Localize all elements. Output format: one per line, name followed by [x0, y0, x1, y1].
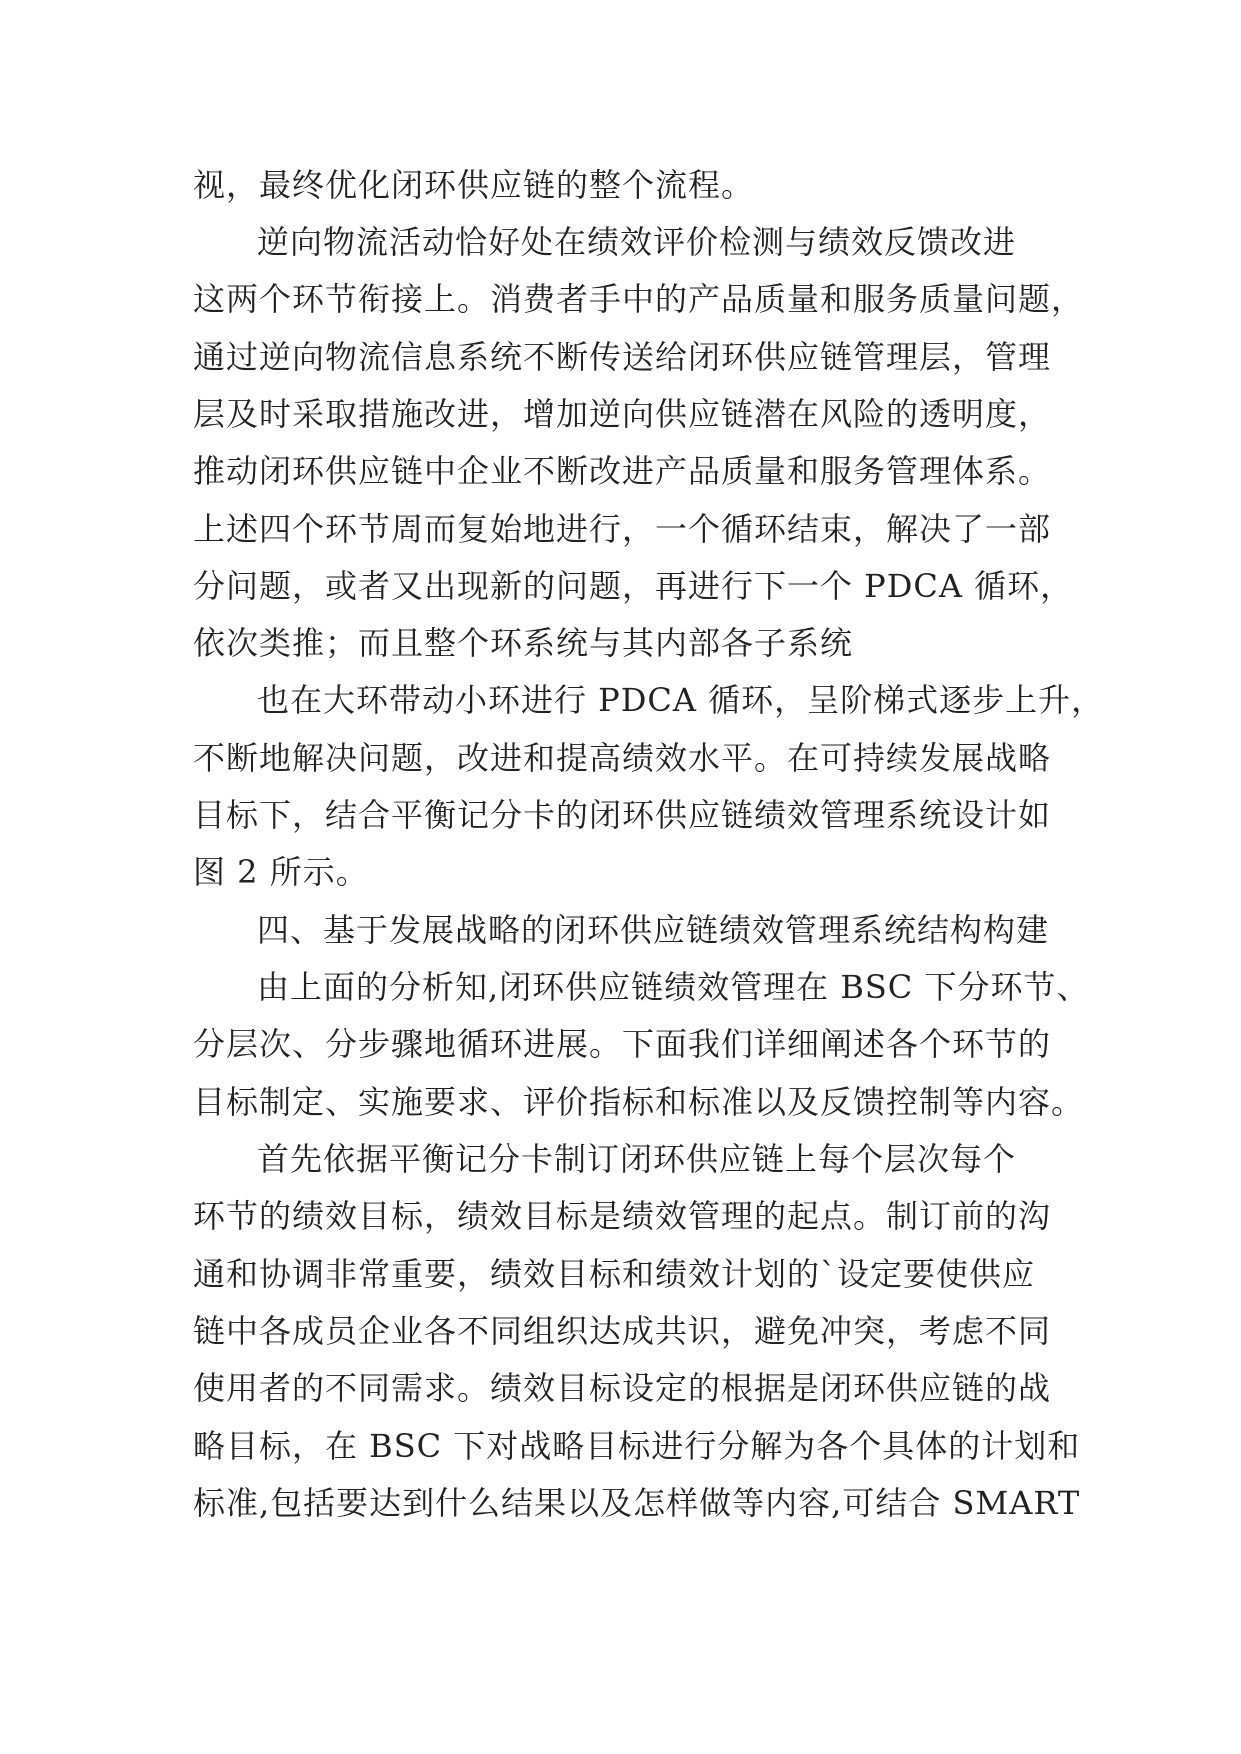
text-line-11: 不断地解决问题，改进和提高绩效水平。在可持续发展战略	[193, 739, 1052, 777]
text-line-3: 这两个环节衔接上。消费者手中的产品质量和服务质量问题，	[193, 280, 1085, 318]
text-line-12: 目标下，结合平衡记分卡的闭环供应链绩效管理系统设计如	[193, 796, 1052, 834]
text-line-8: 分问题，或者又出现新的问题，再进行下一个 PDCA 循环，	[193, 567, 1074, 605]
paragraph-start-line: 逆向物流活动恰好处在绩效评价检测与绩效反馈改进	[257, 223, 1017, 261]
text-line-1: 视，最终优化闭环供应链的整个流程。	[193, 166, 755, 204]
text-line-20: 通和协调非常重要，绩效目标和绩效计划的`设定要使供应	[193, 1255, 1036, 1293]
paragraph-start-line: 首先依据平衡记分卡制订闭环供应链上每个层次每个	[257, 1140, 1017, 1178]
text-line-23: 略目标，在 BSC 下对战略目标进行分解为各个具体的计划和	[193, 1427, 1081, 1465]
text-line-6: 推动闭环供应链中企业不断改进产品质量和服务管理体系。	[193, 452, 1052, 490]
text-line-24: 标准,包括要达到什么结果以及怎样做等内容,可结合 SMART	[193, 1484, 1081, 1522]
text-line-22: 使用者的不同需求。绩效目标设定的根据是闭环供应链的战	[193, 1369, 1052, 1407]
paragraph-start-line: 由上面的分析知,闭环供应链绩效管理在 BSC 下分环节、	[257, 968, 1090, 1006]
text-line-17: 目标制定、实施要求、评价指标和标准以及反馈控制等内容。	[193, 1083, 1085, 1121]
text-line-16: 分层次、分步骤地循环进展。下面我们详细阐述各个环节的	[193, 1025, 1052, 1063]
text-line-9: 依次类推；而且整个环系统与其内部各子系统	[193, 624, 854, 662]
text-line-21: 链中各成员企业各不同组织达成共识，避免冲突，考虑不同	[193, 1312, 1052, 1350]
section-heading: 四、基于发展战略的闭环供应链绩效管理系统结构构建	[257, 911, 1050, 949]
text-line-5: 层及时采取措施改进，增加逆向供应链潜在风险的透明度，	[193, 395, 1052, 433]
paragraph-start-line: 也在大环带动小环进行 PDCA 循环，呈阶梯式逐步上升，	[257, 681, 1105, 719]
text-line-19: 环节的绩效目标，绩效目标是绩效管理的起点。制订前的沟	[193, 1197, 1052, 1235]
text-line-7: 上述四个环节周而复始地进行，一个循环结束，解决了一部	[193, 510, 1052, 548]
text-line-4: 通过逆向物流信息系统不断传送给闭环供应链管理层，管理	[193, 338, 1052, 376]
text-line-13: 图 2 所示。	[193, 853, 369, 891]
